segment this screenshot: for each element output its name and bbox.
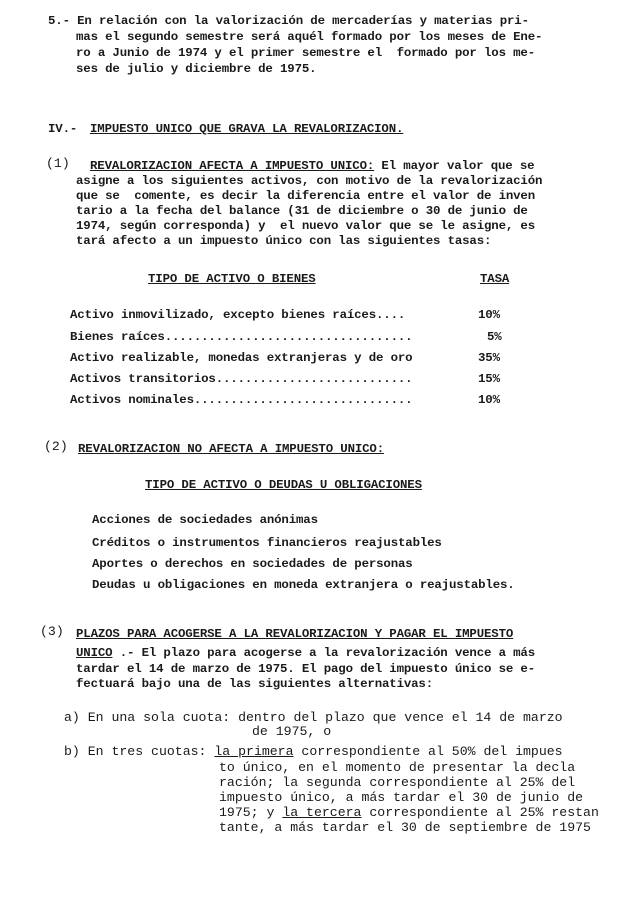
option-b-line4: impuesto único, a más tardar el 30 de junio de [219,790,584,805]
rate-table-header-rate: TASA [480,272,510,286]
part1-line6: tará afecto a un impuesto único con las siguientes tasas: [76,234,492,248]
part3-heading-a: PLAZOS PARA ACOGERSE A LA REVALORIZACION Y PAGAR EL IMPUESTO [76,627,514,641]
option-b-line2: to único, en el momento de presentar la decla [219,760,576,775]
part1-line4: tario a la fecha del balance (31 de diciembre o 30 de junio de [76,204,528,218]
part1-line2: asigne a los siguientes activos, con motivo de la revalorización [76,174,543,188]
option-b-line5 [219,806,599,820]
part2-number: (2) [44,439,68,454]
option-b-line3: ración; la segunda correspondiente al 25% del [219,775,576,790]
option-b-prefix: b) En tres cuotas: [64,744,215,759]
section5-line3: ro a Junio de 1974 y el primer semestre el formado por los me- [76,46,535,60]
part3-line1-rest: .- El plazo para acogerse a la revalorización vence a más [112,646,536,660]
part2-item: Créditos o instrumentos financieros reajustables [92,536,442,550]
rate-row-value: 15% [478,372,500,386]
part1-number: (1) [46,156,70,171]
section5-line1: 5.- En relación con la valorización de mercaderías y materias pri- [48,14,529,28]
section4-title: IMPUESTO UNICO QUE GRAVA LA REVALORIZACION. [90,122,404,136]
section5-line4: ses de julio y diciembre de 1975. [76,62,317,76]
part3-line2: tardar el 14 de marzo de 1975. El pago del impuesto único se e- [76,662,535,676]
part3-heading-b: UNICO [76,646,113,660]
part1-heading: REVALORIZACION AFECTA A IMPUESTO UNICO: [90,159,375,173]
part3-line3: fectuará bajo una de las siguientes alternativas: [76,677,433,691]
option-a-line1: a) En una sola cuota: dentro del plazo que vence el 14 de marzo [64,710,563,725]
part1-line3: que se comente, es decir la diferencia entre el valor de inven [76,189,535,203]
part2-item: Acciones de sociedades anónimas [92,513,318,527]
part2-heading: REVALORIZACION NO AFECTA A IMPUESTO UNICO: [78,442,384,456]
part2-subheading: TIPO DE ACTIVO O DEUDAS U OBLIGACIONES [145,478,422,492]
rate-row-label: Activos transitorios........................... [70,372,413,386]
option-b-line1 [64,745,563,759]
rate-table-header-type: TIPO DE ACTIVO O BIENES [148,272,316,286]
option-b-third-installment: la tercera [282,805,362,820]
option-b-line5-start: 1975; y [219,805,283,820]
part2-item: Aportes o derechos en sociedades de personas [92,557,413,571]
part2-item: Deudas u obligaciones en moneda extranjera o reajustables. [92,578,515,592]
option-b-line6: tante, a más tardar el 30 de septiembre de 1975 [219,820,591,835]
rate-row-value: 10% [478,308,500,322]
section5-line2: mas el segundo semestre será aquél formado por los meses de Ene- [76,30,543,44]
section4-number: IV.- [48,122,78,136]
rate-row-label: Bienes raíces.................................. [70,330,413,344]
part1-line5: 1974, según corresponda) y el nuevo valor que se le asigne, es [76,219,535,233]
rate-row-label: Activo inmovilizado, excepto bienes raíces.... [70,308,406,322]
rate-row-label: Activos nominales.............................. [70,393,413,407]
rate-row-value: 10% [478,393,500,407]
part1-first-line [90,159,534,173]
part3-number: (3) [40,624,64,639]
part1-line1-rest: El mayor valor que se [374,159,535,173]
option-a-line2: de 1975, o [252,724,332,739]
option-b-line5-rest: correspondiente al 25% restan [361,805,599,820]
rate-row-value: 5% [487,330,502,344]
rate-row-label: Activo realizable, monedas extranjeras y de oro [70,351,413,365]
rate-row-value: 35% [478,351,500,365]
option-b-line1-rest: correspondiente al 50% del impues [293,744,563,759]
option-b-first-installment: la primera [214,744,294,759]
part3-first-line [76,646,535,660]
